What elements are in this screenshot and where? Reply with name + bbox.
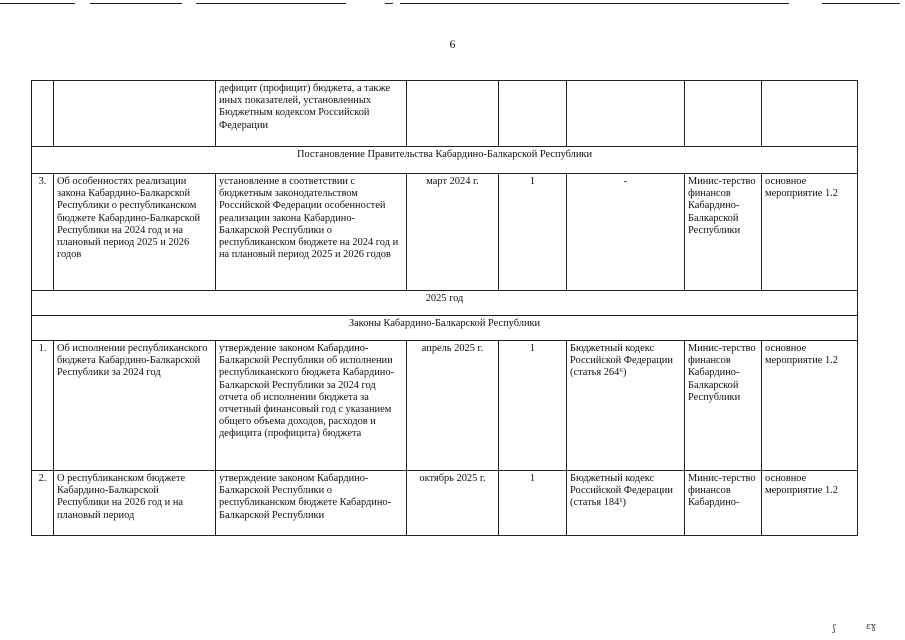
table-row [32, 81, 858, 147]
activity-cell [762, 81, 858, 147]
purpose-cell: дефицит (профицит) бюджета, а также иных показателей, установленных Бюджетным кодексом Российской Федерации [216, 81, 407, 147]
act-name-cell: Об исполнении республиканского бюджета Кабардино-Балкарской Республики за 2024 год [54, 341, 216, 471]
scan-line [0, 3, 75, 4]
scan-line [400, 3, 789, 4]
row-number [32, 81, 54, 147]
date-cell [407, 81, 499, 147]
section-band-row [32, 291, 858, 316]
scan-line [90, 3, 182, 4]
section-band-row [32, 147, 858, 174]
scan-line [385, 3, 393, 4]
section-heading: Законы Кабардино-Балкарской Республики [32, 316, 858, 341]
purpose-cell: утверждение законом Кабардино-Балкарской Республики о республиканском бюджете Кабардино-Балкарской Республики [216, 471, 407, 536]
date-cell: апрель 2025 г. [407, 341, 499, 471]
act-name-cell [54, 81, 216, 147]
basis-cell: - [567, 174, 685, 291]
count-cell: 1 [499, 471, 567, 536]
scan-mark: ɛɣ [866, 622, 877, 632]
scan-mark: ʃ [833, 624, 836, 634]
executor-cell: Минис-терство финансов Кабардино-Балкарской Республики [685, 174, 762, 291]
table-row [32, 174, 858, 291]
act-name-cell: Об особенностях реализации закона Кабардино-Балкарской Республики о республиканском бюджете Кабардино-Балкарской Республики на 2024 год и на плановый период 2025 и 2026 годов [54, 174, 216, 291]
date-cell: март 2024 г. [407, 174, 499, 291]
row-number: 2. [32, 471, 54, 536]
count-cell: 1 [499, 174, 567, 291]
count-cell: 1 [499, 341, 567, 471]
section-heading: Постановление Правительства Кабардино-Балкарской Республики [32, 147, 858, 174]
table-row [32, 471, 858, 536]
row-number: 1. [32, 341, 54, 471]
purpose-cell: утверждение законом Кабардино-Балкарской Республики об исполнении республиканского бюджета Кабардино-Балкарской Республики за 2024 год отчета об исполнении бюджета за отчетный финансовый год с указанием общего объема доходов, расходов и дефицита (профицита) бюджета [216, 341, 407, 471]
scan-line [196, 3, 346, 4]
activity-cell: основное мероприятие 1.2 [762, 341, 858, 471]
executor-cell [685, 81, 762, 147]
section-heading: 2025 год [32, 291, 858, 316]
basis-cell: Бюджетный кодекс Российской Федерации (статья 264⁶) [567, 341, 685, 471]
date-cell: октябрь 2025 г. [407, 471, 499, 536]
activity-cell: основное мероприятие 1.2 [762, 471, 858, 536]
activity-cell: основное мероприятие 1.2 [762, 174, 858, 291]
table-row [32, 341, 858, 471]
row-number: 3. [32, 174, 54, 291]
count-cell [499, 81, 567, 147]
basis-cell: Бюджетный кодекс Российской Федерации (статья 184¹) [567, 471, 685, 536]
purpose-cell: установление в соответствии с бюджетным законодательством Российской Федерации особенностей реализации закона Кабардино-Балкарской Республики о республиканском бюджете на 2024 год и на плановый период 2025 и 2026 годов [216, 174, 407, 291]
executor-cell: Минис-терство финансов Кабардино- [685, 471, 762, 536]
page-number: 6 [449, 37, 456, 51]
executor-cell: Минис-терство финансов Кабардино-Балкарской Республики [685, 341, 762, 471]
basis-cell [567, 81, 685, 147]
legislation-plan-table [31, 80, 858, 536]
act-name-cell: О республиканском бюджете Кабардино-Балкарской Республики на 2026 год и на плановый период [54, 471, 216, 536]
scan-line [822, 3, 900, 4]
section-band-row [32, 316, 858, 341]
